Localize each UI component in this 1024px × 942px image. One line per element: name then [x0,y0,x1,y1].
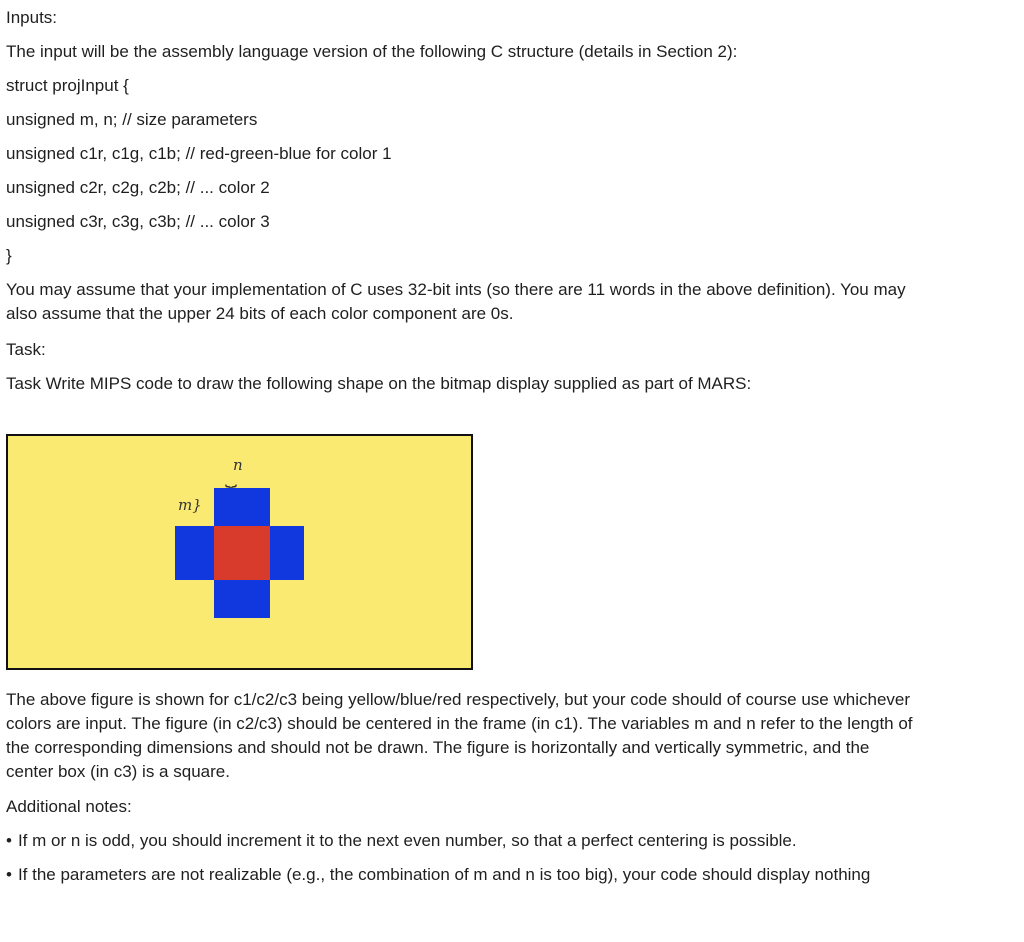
code-line: unsigned c2r, c2g, c2b; // ... color 2 [6,178,270,197]
assumption-text: You may assume that your implementation of C uses 32-bit ints (so there are 11 words in the above definition). You may also assume that the upper 24 bits of each color component are 0s. [6,280,906,323]
bottom-arm [214,580,270,618]
label-m: m} [178,496,202,514]
code-line: struct projInput { [6,76,129,95]
inputs-heading: Inputs: [6,8,58,27]
right-arm [270,526,304,580]
task-text: Task Write MIPS code to draw the following shape on the bitmap display supplied as part of MARS: [6,374,752,393]
left-arm [175,526,214,580]
code-line: unsigned m, n; // size parameters [6,110,258,129]
explanation-text: The above figure is shown for c1/c2/c3 being yellow/blue/red respectively, but your code should of course use whichever colors are input. The figure (in c2/c3) should be centered in the frame (in c1). The variables m and n refer to the length of the corresponding dimensions and should not be drawn. The figure is horizontally and vertically symmetric, and the center box (in c3) is a square. [6,690,913,781]
code-line: unsigned c1r, c1g, c1b; // red-green-blue for color 1 [6,144,392,163]
brace-icon: ⏟ [225,464,237,488]
intro-text: The input will be the assembly language version of the following C structure (details in Section 2): [6,42,738,61]
code-line: } [6,246,12,265]
notes-heading: Additional notes: [6,797,132,816]
top-arm [214,488,270,526]
task-heading: Task: [6,340,46,359]
note-item: • If m or n is odd, you should increment it to the next even number, so that a perfect centering is possible. [6,829,926,853]
note-item: • If the parameters are not realizable (e.g., the combination of m and n is too big), your code should display nothing [6,863,916,887]
code-line: unsigned c3r, c3g, c3b; // ... color 3 [6,212,270,231]
label-n: n [233,456,243,474]
center-square [214,526,270,580]
shape-figure [6,434,473,670]
